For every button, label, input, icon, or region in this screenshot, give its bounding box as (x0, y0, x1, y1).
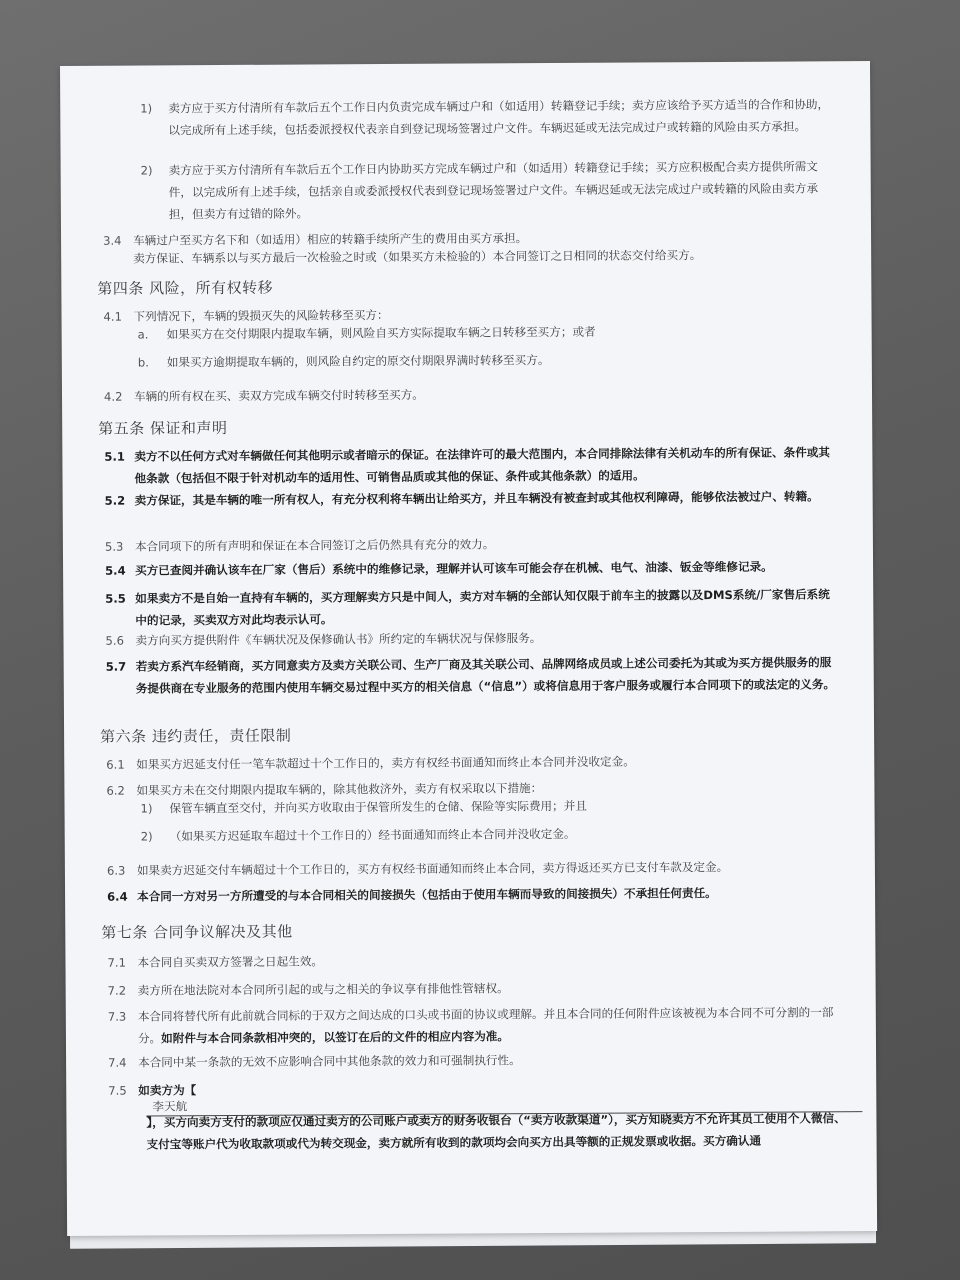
clause-6-3 (65, 855, 875, 878)
clause-text: 如卖方为【 (138, 1083, 197, 1098)
item-text: 如果买方在交付期限内提取车辆，则风险自买方实际提取车辆之日转移至买方；或者 (166, 324, 596, 342)
item-text: （如果买方迟延取车超过十个工作日的）经书面通知而终止本合同并没收定金。 (169, 826, 576, 844)
seller-name: 李天航 (152, 1099, 188, 1114)
clause-7-5 (66, 1075, 876, 1098)
clause-5-5 (63, 583, 873, 628)
clause-text: 卖方保证、车辆系以与买方最后一次检验之时或（如果买方未检验的）本合同签订之日相同的状态交付给买方。 (133, 248, 702, 266)
clause-text: 下列情况下，车辆的毁损灭失的风险转移至买方： (133, 307, 389, 324)
clause-5-3 (63, 531, 873, 554)
clause-text: 如果卖方不是自始一直持有车辆的，买方理解卖方只是中间人，卖方对车辆的全部认知仅限于前车主的披露以及DMS系统/厂家售后系统中的记录，买卖双方对此均表示认可。 (135, 587, 830, 628)
section-heading-6: 第六条 违约责任，责任限制 (100, 726, 292, 746)
item-number: 2) (140, 163, 153, 178)
clause-number: 4.2 (103, 389, 123, 404)
clause-number: 5.7 (105, 659, 127, 674)
clause-text (138, 1001, 840, 1049)
item-text: 如果买方逾期提取车辆的，则风险自约定的原交付期限界满时转移至买方。 (166, 353, 550, 370)
clause-5-7 (64, 651, 874, 696)
clause-4-1-b (62, 347, 872, 370)
clause-number: 7.5 (108, 1083, 127, 1098)
clause-text: 本合同项下的所有声明和保证在本合同签订之后仍然具有充分的效力。 (134, 537, 495, 554)
clause-6-2 (64, 775, 874, 798)
clause-number: 6.3 (106, 863, 126, 878)
clause-number: 7.1 (107, 955, 126, 970)
clause-text: 如果卖方迟延交付车辆超过十个工作日的，买方有权经书面通知而终止本合同，卖方得返还买方已支付车款及定金。 (136, 859, 729, 878)
clause-text: 车辆的所有权在买、卖双方完成车辆交付时转移至买方。 (133, 387, 424, 404)
item-number: 2) (140, 829, 153, 844)
clause-number: 5.6 (105, 633, 125, 648)
clause-7-2 (66, 975, 876, 998)
clause-text: 卖方不以任何方式对车辆做任何其他明示或者暗示的保证。在法律许可的最大范围内，本合同排除法律有关机动车的所有保证、条件或其他条款（包括但不限于针对机动车的适用性、可销售品质或其他的保证、条件或其他条款）的适用。 (134, 445, 831, 486)
clause-number: 6.4 (107, 889, 128, 904)
clause-7-1 (65, 947, 875, 970)
clause-text: 卖方向买方提供附件《车辆状况及保修确认书》所约定的车辆状况与保修服务。 (135, 631, 542, 648)
clause-text: 如果买方未在交付期限内提取车辆的，除其他救济外，卖方有权采取以下措施： (136, 781, 543, 798)
clause-number: 7.3 (107, 1009, 127, 1024)
clause-number: 5.3 (104, 539, 124, 554)
clause-number: 7.2 (107, 983, 127, 998)
clause-6-1 (64, 749, 874, 772)
clause-text: 如果买方迟延支付任一笔车款超过十个工作日的，卖方有权经书面通知而终止本合同并没收定金。 (136, 754, 635, 772)
clause-4-1 (61, 301, 871, 324)
clause-text-part: 本合同将替代所有此前就合同标的于双方之间达成的口头或书面的协议或理解。并且本合同的任何附件应该被视为本合同不可分割的一部分。 (137, 1005, 834, 1046)
clause-4-2 (62, 381, 872, 404)
clause-number: 5.4 (105, 563, 126, 578)
clause-text: 本合同一方对另一方所遭受的与本合同相关的间接损失（包括由于使用车辆而导致的间接损失）不承担任何责任。 (137, 886, 717, 904)
clause-text: 本合同中某一条款的无效不应影响合同中其他条款的效力和可强制执行性。 (138, 1053, 521, 1070)
clause-3-3-item-2 (61, 155, 871, 222)
clause-number: 5.1 (104, 449, 125, 464)
item-text: 保管车辆直至交付，并向买方收取由于保管所发生的仓储、保险等实际费用；并且 (169, 798, 587, 816)
clause-text: 卖方所在地法院对本合同所引起的或与之相关的争议享有排他性管辖权。 (137, 981, 509, 998)
clause-6-4 (65, 881, 875, 904)
clause-number: 6.2 (106, 783, 125, 798)
clause-text-bold-part: 如附件与本合同条款相冲突的，以签订在后的文件的相应内容为准。 (161, 1029, 510, 1046)
item-letter: a. (137, 327, 149, 342)
clause-text: 车辆过户至买方名下和（如适用）相应的转籍手续所产生的费用由买方承担。 (133, 231, 528, 248)
clause-text: 买方已查阅并确认该车在厂家（售后）系统中的维修记录，理解并认可该车可能会存在机械、电气、油漆、钣金等维修记录。 (135, 559, 773, 578)
item-text: 卖方应于买方付清所有车款后五个工作日内协助买方完成车辆过户和（如适用）转籍登记手续；买方应积极配合卖方提供所需文件，以完成所有上述手续，包括亲自或委派授权代表到登记现场签署过户文件。车辆迟延或无法完成过户或转籍的风险由卖方承担，但卖方有过错的除外。 (168, 159, 819, 222)
clause-number: 5.2 (104, 493, 126, 508)
clause-text: 若卖方系汽车经销商，买方同意卖方及卖方关联公司、生产厂商及其关联公司、品牌网络成员或上述公司委托为其或为买方提供服务的服务提供商在专业服务的范围内使用车辆交易过程中买方的相关信息（“信息”）或将信息用于客户服务或履行本合同项下的或法定的义务。 (135, 655, 836, 696)
document-page (60, 61, 877, 1236)
clause-text: 卖方保证，其是车辆的唯一所有权人，有充分权利将车辆出让给买方，并且车辆没有被查封或其他权利障碍，能够依法被过户、转籍。 (134, 489, 819, 508)
section-heading-4: 第四条 风险，所有权转移 (97, 278, 274, 298)
clause-text: 】，买方向卖方支付的款项应仅通过卖方的公司账户或卖方的财务收银台（“卖方收款渠道”），买方知晓卖方不允许其员工使用个人微信、支付宝等账户代为收取款项或代为转交现金，卖方就所有收到的款项均会向买方出具等额的正规发票或收据。买方确认通 (146, 1111, 846, 1152)
clause-number: 4.1 (103, 309, 123, 324)
item-number: 1) (140, 801, 153, 816)
clause-number: 6.1 (106, 757, 125, 772)
clause-number: 7.4 (108, 1055, 127, 1070)
clause-5-1 (62, 441, 872, 486)
clause-7-3 (66, 1001, 876, 1046)
clause-number: 3.4 (103, 233, 122, 248)
section-heading-7: 第七条 合同争议解决及其他 (101, 922, 293, 942)
clause-3-4 (61, 225, 871, 248)
clause-3-3-item-1 (60, 93, 870, 138)
item-letter: b. (137, 355, 149, 370)
section-heading-5: 第五条 保证和声明 (98, 418, 228, 438)
clause-number: 5.5 (105, 591, 126, 606)
item-number: 1) (140, 101, 153, 116)
clause-text: 本合同自买卖双方签署之日起生效。 (137, 954, 324, 970)
item-text: 卖方应于买方付清所有车款后五个工作日内负责完成车辆过户和（如适用）转籍登记手续；卖方应该给予买方适当的合作和协助，以完成所有上述手续，包括委派授权代表亲自到登记现场签署过户文件。车辆迟延或无法完成过户或转籍的风险由买方承担。 (168, 97, 830, 138)
clause-6-2-item-2 (65, 821, 875, 844)
